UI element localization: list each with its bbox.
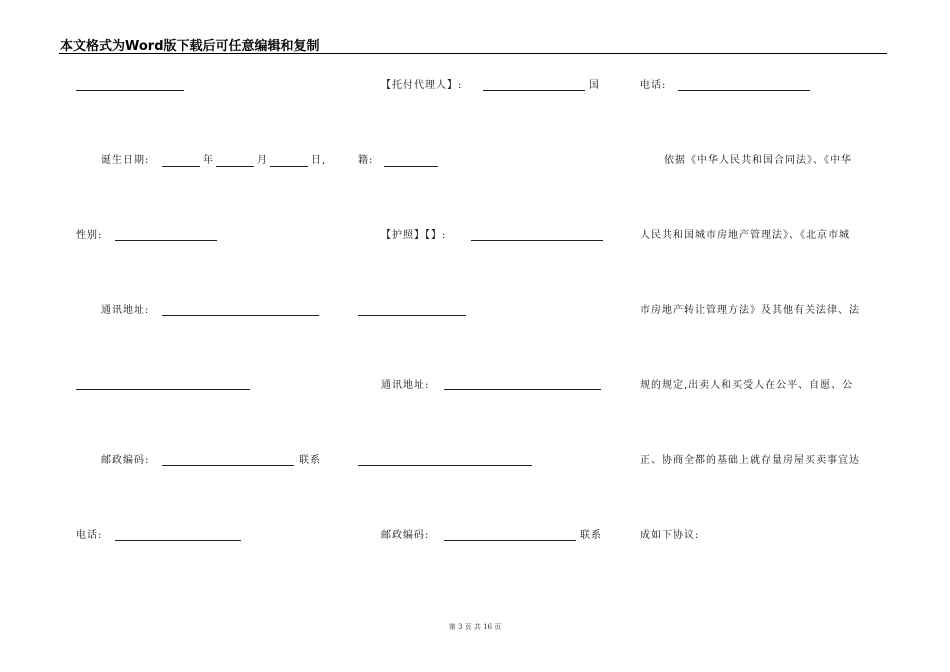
page-indicator: 第 3 页 共 16 页 bbox=[448, 623, 502, 631]
header-divider bbox=[59, 53, 887, 54]
postal-code-label: 邮政编码: bbox=[101, 455, 150, 466]
birth-month-field[interactable] bbox=[216, 166, 254, 167]
agent-address-field[interactable] bbox=[444, 389, 601, 390]
month-unit-label: 月 bbox=[257, 155, 268, 166]
agent-field[interactable] bbox=[483, 90, 585, 91]
phone-field[interactable] bbox=[115, 540, 241, 541]
agent-postal-code-label: 邮政编码: bbox=[381, 530, 430, 541]
address-field[interactable] bbox=[162, 315, 319, 316]
agent-contact-label: 联系 bbox=[580, 530, 602, 541]
gender-field[interactable] bbox=[115, 240, 217, 241]
phone-label: 电话: bbox=[76, 530, 103, 541]
agent-label: 【托付代理人】: bbox=[381, 80, 463, 91]
day-unit-label: 日, bbox=[311, 155, 327, 166]
agent-address-field-continuation[interactable] bbox=[358, 465, 532, 466]
agreement-paragraph-line: 人民共和国城市房地产管理法》、《北京市城 bbox=[640, 230, 850, 241]
agreement-paragraph-line: 依据《中华人民共和国合同法》、《中华 bbox=[664, 155, 852, 166]
agent-address-label: 通讯地址: bbox=[381, 380, 430, 391]
passport-label: 【护照】【】: bbox=[381, 230, 447, 241]
nationality-field[interactable] bbox=[384, 166, 438, 167]
postal-code-field[interactable] bbox=[162, 465, 294, 466]
birth-day-field[interactable] bbox=[270, 166, 308, 167]
agreement-paragraph-line: 正、协商全都的基础上就存量房屋买卖事宜达 bbox=[640, 455, 860, 466]
nationality-label: 籍: bbox=[358, 155, 374, 166]
blank-line[interactable] bbox=[76, 90, 184, 91]
agreement-paragraph-line: 成如下协议: bbox=[640, 530, 700, 541]
nationality-prefix: 国 bbox=[589, 80, 600, 91]
birth-date-label: 诞生日期: bbox=[101, 155, 150, 166]
address-label: 通讯地址: bbox=[101, 305, 150, 316]
gender-label: 性别: bbox=[76, 230, 103, 241]
contact-label: 联系 bbox=[299, 455, 321, 466]
document-header-title: 本文格式为Word版下载后可任意编辑和复制 bbox=[60, 39, 320, 54]
agent-phone-label: 电话: bbox=[640, 80, 667, 91]
agreement-paragraph-line: 市房地产转让管理方法》及其他有关法律、法 bbox=[640, 305, 860, 316]
agreement-paragraph-line: 规的规定,出卖人和买受人在公平、自愿、公 bbox=[640, 380, 854, 391]
agent-postal-code-field[interactable] bbox=[444, 540, 576, 541]
passport-field-continuation[interactable] bbox=[358, 315, 466, 316]
address-field-continuation[interactable] bbox=[76, 389, 250, 390]
birth-year-field[interactable] bbox=[162, 166, 200, 167]
passport-field[interactable] bbox=[471, 240, 603, 241]
year-unit-label: 年 bbox=[203, 155, 214, 166]
agent-phone-field[interactable] bbox=[678, 90, 810, 91]
